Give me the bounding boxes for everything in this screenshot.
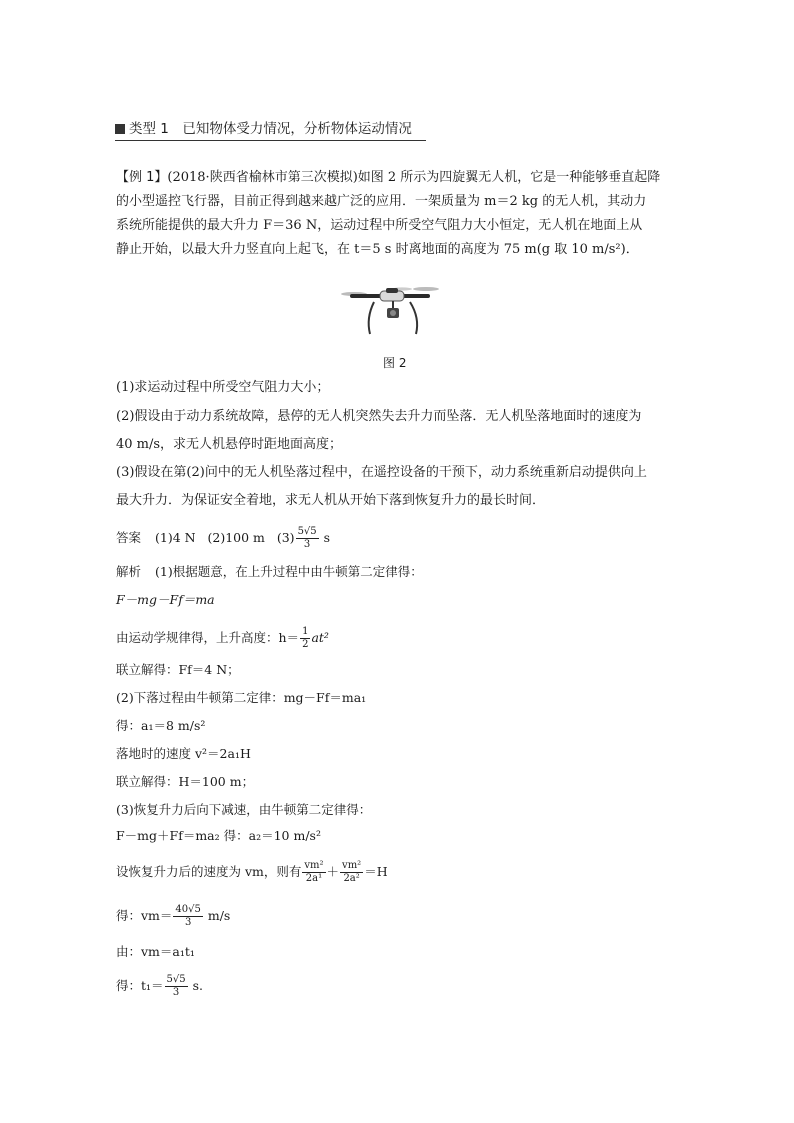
question-3-line-1: (3)假设在第(2)问中的无人机坠落过程中，在遥控设备的干预下，动力系统重新启动提供向上 — [116, 465, 647, 480]
half-fraction: $\frac{1}{2}$ — [302, 626, 309, 650]
analysis-line-8: 联立解得：H＝100 m； — [116, 774, 255, 789]
answer-line: 答案 (1)4 N (2)100 m (3) $\frac{5√5}{3}$ s — [116, 526, 331, 550]
analysis-line-12: 得：vm＝ $\frac{40√5}{3}$ m/s — [116, 904, 231, 928]
analysis-line-9: (3)恢复升力后向下减速，由牛顿第二定律得： — [116, 802, 372, 817]
analysis-line-13: 由：vm＝a₁t₁ — [116, 944, 195, 959]
t1-fraction: $\frac{5√5}{3}$ — [166, 974, 186, 998]
analysis-line-11: 设恢复升力后的速度为 vm，则有 $\frac{\text{vm²}}{\text{2a¹}}$ ＋ $\frac{\text{vm²}}{\text{2a²}}$ ＝H — [116, 860, 388, 884]
example-line-3: 系统所能提供的最大升力 F＝36 N，运动过程中所受空气阻力大小恒定，无人机在地面上从 — [116, 218, 643, 233]
question-3-line-2: 最大升力．为保证安全着地，求无人机从开始下落到恢复升力的最长时间． — [116, 493, 546, 508]
example-line-1: 【例 1】(2018·陕西省榆林市第三次模拟)如图 2 所示为四旋翼无人机，它是一种能够垂直起降 — [116, 170, 661, 185]
vm-fraction-1: $\frac{\text{vm²}}{\text{2a¹}}$ — [304, 860, 324, 884]
analysis-line-14: 得：t₁＝ $\frac{5√5}{3}$ s. — [116, 974, 204, 998]
analysis-line-6: 得：a₁＝8 m/s² — [116, 718, 206, 733]
question-2-line-2: 40 m/s，求无人机悬停时距地面高度； — [116, 437, 343, 452]
analysis-line-7: 落地时的速度 v²＝2a₁H — [116, 746, 251, 761]
example-line-4: 静止开始，以最大升力竖直向上起飞，在 t＝5 s 时离地面的高度为 75 m(g 取 10 m/s²)． — [116, 242, 639, 257]
answer-fraction: $\frac{5√5}{3}$ — [297, 526, 317, 550]
analysis-line-2: F－mg－Ff＝ma — [116, 592, 215, 607]
analysis-line-4: 联立解得：Ff＝4 N； — [116, 662, 240, 677]
analysis-line-3: 由运动学规律得，上升高度：h＝ $\frac{1}{2}$ at² — [116, 626, 329, 650]
analysis-line-5: (2)下落过程由牛顿第二定律：mg－Ff＝ma₁ — [116, 690, 367, 705]
analysis-label: 解析 — [116, 564, 142, 579]
section-heading — [115, 120, 426, 141]
figure-caption: 图 2 — [383, 356, 407, 370]
drone-figure — [340, 284, 440, 344]
answer-label: 答案 — [116, 530, 142, 545]
vm-value-fraction: $\frac{40√5}{3}$ — [175, 904, 201, 928]
example-tag: 【例 1】 — [116, 170, 168, 185]
question-2-line-1: (2)假设由于动力系统故障，悬停的无人机突然失去升力而坠落．无人机坠落地面时的速度为 — [116, 409, 642, 424]
analysis-line-10: F－mg＋Ff＝ma₂ 得：a₂＝10 m/s² — [116, 828, 321, 843]
analysis-line-1: 解析 (1)根据题意，在上升过程中由牛顿第二定律得： — [116, 564, 423, 579]
section-heading-label: 类型 1 已知物体受力情况，分析物体运动情况 — [129, 121, 412, 137]
quadcopter-drone-icon — [340, 284, 440, 344]
vm-fraction-2: $\frac{\text{vm²}}{\text{2a²}}$ — [342, 860, 362, 884]
question-1: (1)求运动过程中所受空气阻力大小； — [116, 380, 330, 395]
example-line-2: 的小型遥控飞行器，目前正得到越来越广泛的应用．一架质量为 m＝2 kg 的无人机，其动力 — [116, 194, 647, 209]
heading-square-icon — [115, 124, 125, 134]
